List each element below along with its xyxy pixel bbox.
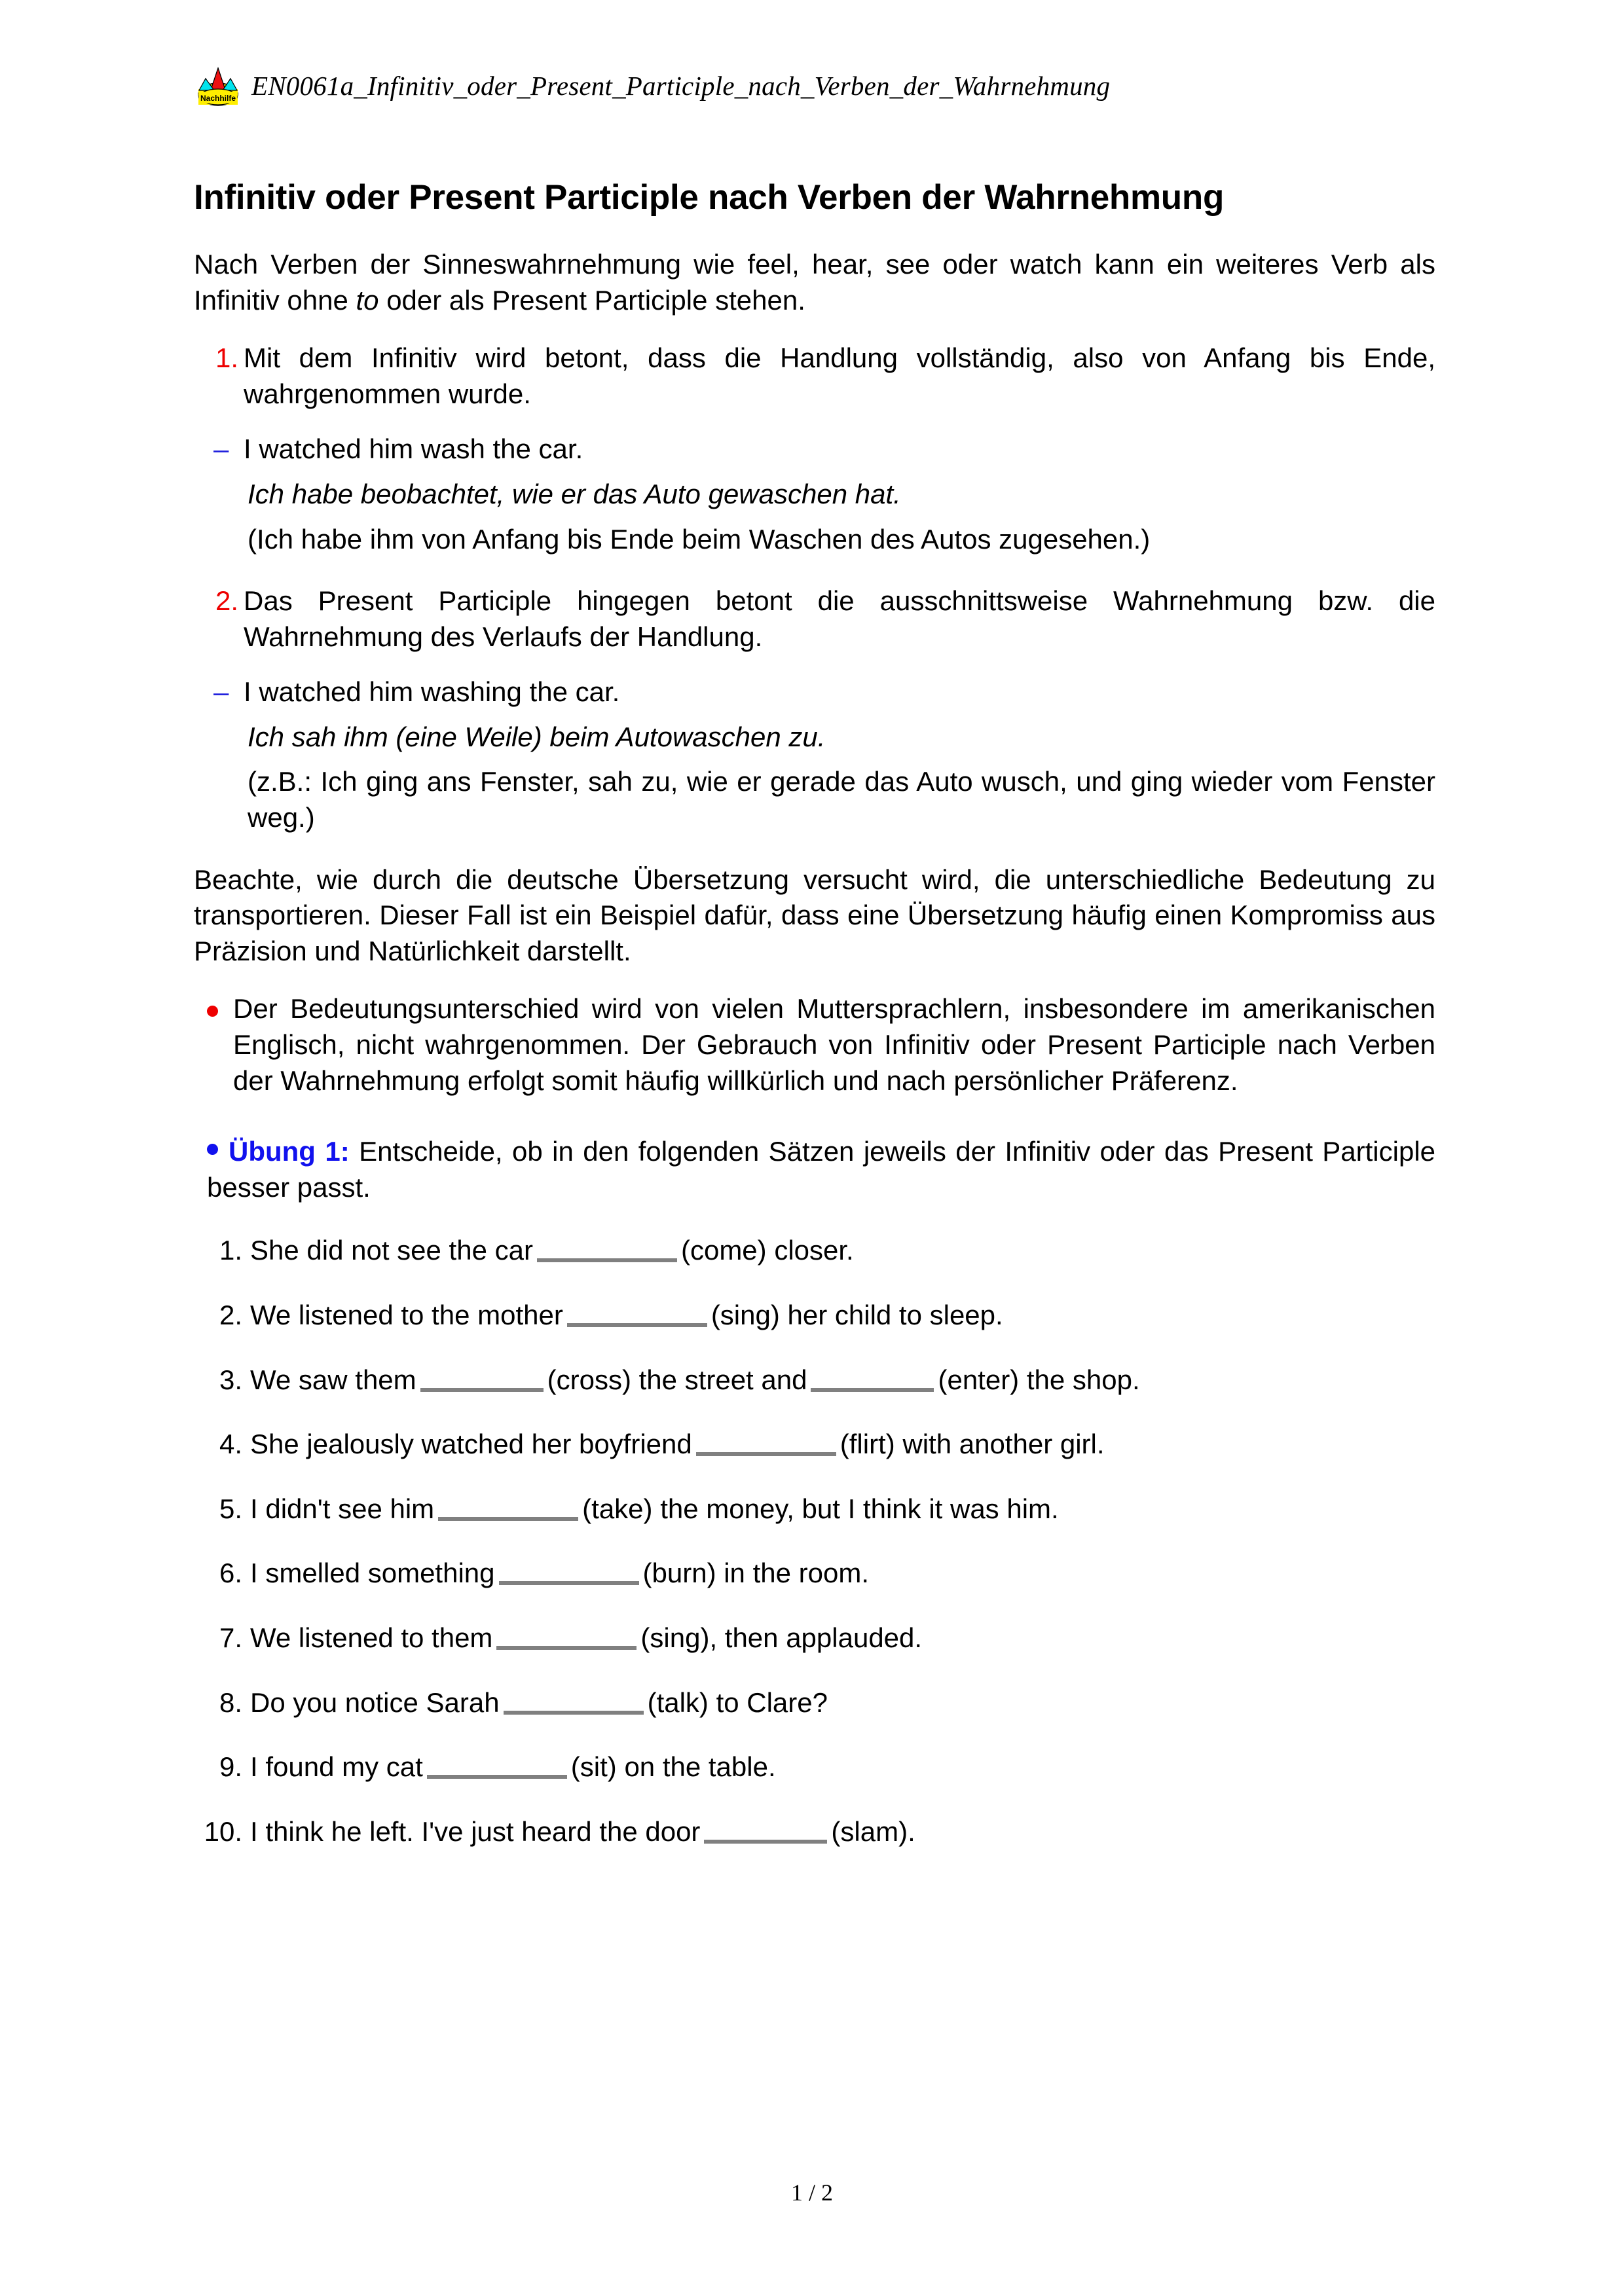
- sentence-after: (sing) her child to sleep.: [710, 1300, 1003, 1330]
- example-english: I watched him washing the car.: [244, 676, 620, 708]
- answer-blank[interactable]: [696, 1452, 836, 1456]
- sentence-after: (sit) on the table.: [570, 1751, 776, 1783]
- exercise-item: [194, 1362, 1435, 1398]
- page-title: Infinitiv oder Present Participle nach Verben der Wahrnehmung: [194, 178, 1225, 217]
- exercise-item: [194, 1814, 1435, 1850]
- intro-italic-to: to: [356, 284, 379, 316]
- example-german: Ich habe beobachtet, wie er das Auto gewaschen hat.: [248, 478, 901, 509]
- answer-blank[interactable]: [567, 1323, 707, 1327]
- blue-bullet-icon: [207, 1144, 218, 1155]
- exercise-number: 10.: [204, 1815, 242, 1847]
- exercise-list: [194, 1233, 1435, 1850]
- exercise-item: [194, 1233, 1435, 1269]
- intro-part1: Nach Verben der Sinneswahrnehmung wie feel, hear, see oder watch kann ein weiteres Verb als Infinitiv ohne: [194, 248, 1435, 316]
- exercise-sentence: [250, 1298, 1435, 1334]
- example-english: I watched him wash the car.: [244, 433, 583, 465]
- example-body: [244, 674, 1435, 858]
- example-note: (Ich habe ihm von Anfang bis Ende beim Waschen des Autos zugesehen.): [248, 523, 1151, 555]
- document-body: [194, 178, 1435, 1878]
- document-filename: EN0061a_Infinitiv_oder_Present_Participle_nach_Verben_der_Wahrnehmung: [251, 71, 1111, 101]
- document-header: [196, 65, 1441, 106]
- page-footer: 1 / 2: [790, 2179, 833, 2206]
- answer-blank[interactable]: [811, 1388, 934, 1392]
- sentence-after: (sing), then applauded.: [640, 1622, 923, 1653]
- example-note: (z.B.: Ich ging ans Fenster, sah zu, wie er gerade das Auto wusch, und ging wieder vom Fenster weg.): [248, 766, 1435, 833]
- sentence-before: We listened to them: [250, 1622, 493, 1653]
- rule-marker: 1.: [215, 342, 238, 374]
- rule-item: [194, 583, 1435, 655]
- exercise-item: [194, 1685, 1435, 1721]
- sentence-after: (flirt) with another girl.: [840, 1429, 1105, 1460]
- sentence-before: I smelled something: [250, 1558, 495, 1589]
- exercise-number: 9.: [219, 1751, 242, 1783]
- answer-blank[interactable]: [499, 1581, 639, 1585]
- exercise-item: [194, 1427, 1435, 1463]
- red-bullet-text: Der Bedeutungsunterschied wird von vielen Muttersprachlern, insbesondere im amerikanischen Englisch, nicht wahrgenommen. Der Gebrauch von Infinitiv oder Present Participle nach Verben der Wahrnehmung erfolgt somit häufig willkürlich und nach persönlicher Präferenz.: [233, 993, 1435, 1096]
- answer-blank[interactable]: [438, 1517, 578, 1521]
- exercise-label: Übung 1:: [229, 1136, 350, 1167]
- exercise-sentence: [250, 1427, 1435, 1463]
- exercise-number: 2.: [219, 1300, 242, 1330]
- exercise-item: [194, 1298, 1435, 1334]
- exercise-instruction: Entscheide, ob in den folgenden Sätzen jeweils der Infinitiv oder das Present Participle besser passt.: [207, 1136, 1436, 1203]
- example-german: Ich sah ihm (eine Weile) beim Autowaschen zu.: [248, 721, 826, 752]
- answer-blank[interactable]: [704, 1840, 827, 1844]
- exercise-number: 3.: [219, 1364, 242, 1395]
- example-body: [244, 431, 1435, 579]
- answer-blank[interactable]: [537, 1258, 677, 1262]
- sentence-before: Do you notice Sarah: [250, 1686, 500, 1718]
- example-block: [194, 674, 1435, 858]
- sentence-before: I think he left. I've just heard the door: [250, 1815, 701, 1847]
- example-block: [194, 431, 1435, 579]
- sentence-before: I found my cat: [250, 1751, 423, 1783]
- exercise-sentence: [250, 1362, 1435, 1398]
- sentence-before: She jealously watched her boyfriend: [250, 1429, 692, 1460]
- exercise-sentence: [250, 1749, 1435, 1785]
- exercise-number: 4.: [219, 1429, 242, 1460]
- intro-part2: oder als Present Participle stehen.: [378, 284, 805, 316]
- exercise-heading: [194, 1134, 1435, 1205]
- red-bullet-paragraph: [194, 991, 1435, 1099]
- sentence-after: (take) the money, but I think it was him.: [582, 1493, 1059, 1524]
- sentence-after: (burn) in the room.: [642, 1558, 869, 1589]
- sentence-mid: (cross) the street and: [547, 1364, 807, 1395]
- exercise-number: 5.: [219, 1493, 242, 1524]
- sentence-before: I didn't see him: [250, 1493, 435, 1524]
- rule-marker: 2.: [215, 585, 238, 617]
- rule-item: [194, 340, 1435, 412]
- exercise-number: 6.: [219, 1558, 242, 1589]
- exercise-sentence: [250, 1620, 1435, 1656]
- sentence-before: She did not see the car: [250, 1235, 533, 1266]
- exercise-number: 1.: [219, 1235, 242, 1266]
- nachhilfe-logo-icon: [196, 65, 240, 106]
- exercise-sentence: [250, 1556, 1435, 1592]
- logo-text: Nachhilfe: [200, 94, 236, 103]
- exercise-item: [194, 1749, 1435, 1785]
- exercise-sentence: [250, 1814, 1435, 1850]
- exercise-number: 7.: [219, 1622, 242, 1653]
- sentence-after: (slam).: [831, 1815, 915, 1847]
- rule-text: Das Present Participle hingegen betont die ausschnittsweise Wahrnehmung bzw. die Wahrnehmung des Verlaufs der Handlung.: [244, 585, 1435, 652]
- note-paragraph: Beachte, wie durch die deutsche Übersetzung versucht wird, die unterschiedliche Bedeutung zu transportieren. Dieser Fall ist ein Beispiel dafür, dass eine Übersetzung häufig einen Kompromiss aus Präzision und Natürlichkeit darstellt.: [194, 864, 1435, 966]
- exercise-sentence: [250, 1685, 1435, 1721]
- answer-blank[interactable]: [420, 1388, 544, 1392]
- exercise-item: [194, 1556, 1435, 1592]
- rule-text: Mit dem Infinitiv wird betont, dass die Handlung vollständig, also von Anfang bis Ende, wahrgenommen wurde.: [244, 342, 1435, 409]
- sentence-before: We listened to the mother: [250, 1300, 563, 1330]
- answer-blank[interactable]: [504, 1711, 644, 1715]
- dash-bullet-icon: –: [213, 676, 229, 708]
- answer-blank[interactable]: [427, 1775, 567, 1779]
- exercise-sentence: [250, 1233, 1435, 1269]
- exercise-number: 8.: [219, 1686, 242, 1718]
- exercise-item: [194, 1620, 1435, 1656]
- exercise-sentence: [250, 1491, 1435, 1527]
- dash-bullet-icon: –: [213, 433, 229, 465]
- sentence-after: (talk) to Clare?: [647, 1686, 828, 1718]
- answer-blank[interactable]: [496, 1646, 637, 1650]
- sentence-after: (enter) the shop.: [938, 1364, 1140, 1395]
- sentence-before: We saw them: [250, 1364, 416, 1395]
- red-bullet-icon: [207, 991, 233, 1099]
- sentence-after: (come) closer.: [680, 1235, 854, 1266]
- exercise-item: [194, 1491, 1435, 1527]
- intro-paragraph: [194, 247, 1435, 318]
